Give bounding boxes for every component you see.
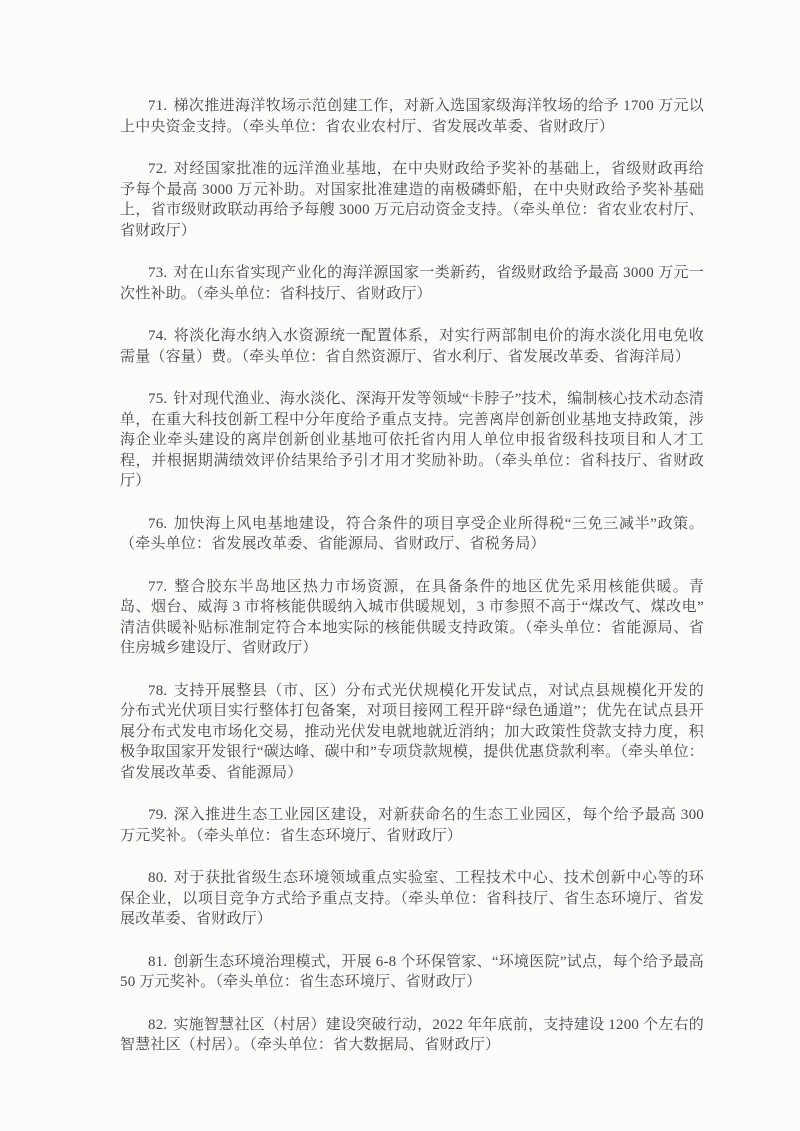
- paragraph-number: 75.: [148, 391, 168, 407]
- paragraph-lead-unit: （牵头单位：省自然资源厅、省水利厅、省发展改革委、省海洋局）: [241, 348, 691, 365]
- paragraph-number: 82.: [148, 1016, 168, 1033]
- paragraph-body-text: 对经国家批准的远洋渔业基地，在中央财政给予奖补的基础上，省级财政再给予每个最高 3000 万元补助。对国家批准建造的南极磷虾船，在中央财政给予奖补基础上，省市级财政联动再给予每艘 3000 万元启动资金支持。: [120, 161, 704, 218]
- paragraph-lead-unit: （牵头单位：省农业农村厅、省财政厅）: [120, 202, 704, 239]
- policy-paragraph: [120, 326, 704, 367]
- paragraph-lead-unit: （牵头单位：省大数据局、省财政厅）: [249, 1037, 501, 1053]
- paragraph-body-text: 实施智慧社区（村居）建设突破行动，2022 年年底前，支持建设 1200 个左右的智慧社区（村居）。: [120, 1016, 704, 1053]
- paragraph-body-text: 支持开展整县（市、区）分布式光伏规模化开发试点，对试点县规模化开发的分布式光伏项目实行整体打包备案，对项目接网工程开辟“绿色通道”；优先在试点县开展分布式发电市场化交易，推动光伏发电就地就近消纳；加大政策性贷款支持力度，积极争取国家开发银行“碳达峰、碳中和”专项贷款规模，提供优惠贷款利率。: [120, 682, 704, 760]
- paragraph-lead-unit: （牵头单位：省生态环境厅、省财政厅）: [215, 974, 482, 990]
- policy-paragraph: [120, 681, 704, 784]
- paragraph-lead-unit: （牵头单位：省科技厅、省财政厅）: [196, 285, 432, 302]
- policy-paragraph: [120, 805, 704, 846]
- paragraph-number: 74.: [148, 328, 168, 344]
- paragraph-number: 79.: [148, 807, 168, 823]
- paragraph-body-text: 梯次推进海洋牧场示范创建工作，对新入选国家级海洋牧场的给予 1700 万元以上中央资金支持。: [120, 98, 704, 135]
- paragraph-lead-unit: （牵头单位：省科技厅、省财政厅）: [120, 452, 704, 489]
- paragraph-lead-unit: （牵头单位：省发展改革委、省能源局、省财政厅、省税务局）: [120, 536, 546, 552]
- paragraph-number: 81.: [148, 953, 168, 970]
- paragraph-number: 73.: [148, 265, 168, 281]
- paragraph-lead-unit: （牵头单位：省发展改革委、省能源局）: [120, 744, 705, 781]
- paragraph-body-text: 将淡化海水纳入水资源统一配置体系，对实行两部制电价的海水淡化用电免收需量（容量）费。: [120, 328, 704, 365]
- paragraph-body-text: 创新生态环境治理模式，开展 6-8 个环保管家、“环境医院”试点，每个给予最高 50 万元奖补。: [120, 953, 704, 990]
- policy-paragraph: [120, 952, 704, 993]
- paragraph-body-text: 加快海上风电基地建设，符合条件的项目享受企业所得税“三免三减半”政策。: [173, 515, 704, 532]
- policy-paragraph: [120, 159, 704, 241]
- paragraph-lead-unit: （牵头单位：省生态环境厅、省财政厅）: [196, 827, 463, 844]
- paragraph-number: 78.: [148, 682, 168, 699]
- paragraph-lead-unit: （牵头单位：省农业农村厅、省发展改革委、省财政厅）: [241, 118, 615, 135]
- paragraph-body-text: 对于获批省级生态环境领域重点实验室、工程技术中心、技术创新中心等的环保企业，以项目竞争方式给予重点支持。: [120, 870, 704, 907]
- policy-paragraph: [120, 389, 704, 492]
- policy-paragraph: [120, 1015, 704, 1056]
- paragraph-number: 76.: [148, 515, 168, 532]
- policy-paragraph: [120, 868, 704, 930]
- paragraph-body-text: 深入推进生态工业园区建设，对新获命名的生态工业园区，每个给予最高 300 万元奖补。: [120, 807, 704, 844]
- policy-paragraph: [120, 514, 704, 555]
- paragraph-body-text: 对在山东省实现产业化的海洋源国家一类新药，省级财政给予最高 3000 万元一次性补助。: [120, 265, 704, 302]
- paragraph-lead-unit: （牵头单位：省能源局、省住房城乡建设厅、省财政厅）: [120, 619, 704, 656]
- paragraph-number: 71.: [148, 98, 168, 114]
- policy-paragraph: [120, 577, 704, 659]
- paragraph-body-text: 针对现代渔业、海水淡化、深海开发等领域“卡脖子”技术，编制核心技术动态清单，在重大科技创新工程中分年度给予重点支持。完善离岸创新创业基地支持政策，涉海企业牵头建设的离岸创新创业基地可依托省内用人单位申报省级科技项目和人才工程，并根据期满绩效评价结果给予引才用才奖励补助。: [120, 391, 704, 469]
- policy-paragraph: [120, 96, 704, 137]
- policy-paragraph: [120, 263, 704, 304]
- paragraph-body-text: 整合胶东半岛地区热力市场资源，在具备条件的地区优先采用核能供暖。青岛、烟台、威海 3 市将核能供暖纳入城市供暖规划，3 市参照不高于“煤改气、煤改电”清洁供暖补贴标准制定符合本地实际的核能供暖支持政策。: [120, 578, 704, 636]
- paragraph-lead-unit: （牵头单位：省科技厅、省生态环境厅、省发展改革委、省财政厅）: [120, 890, 704, 927]
- paragraph-number: 72.: [148, 161, 168, 177]
- paragraph-number: 77.: [148, 578, 168, 595]
- document-body: [120, 96, 704, 1056]
- paragraph-number: 80.: [148, 870, 168, 886]
